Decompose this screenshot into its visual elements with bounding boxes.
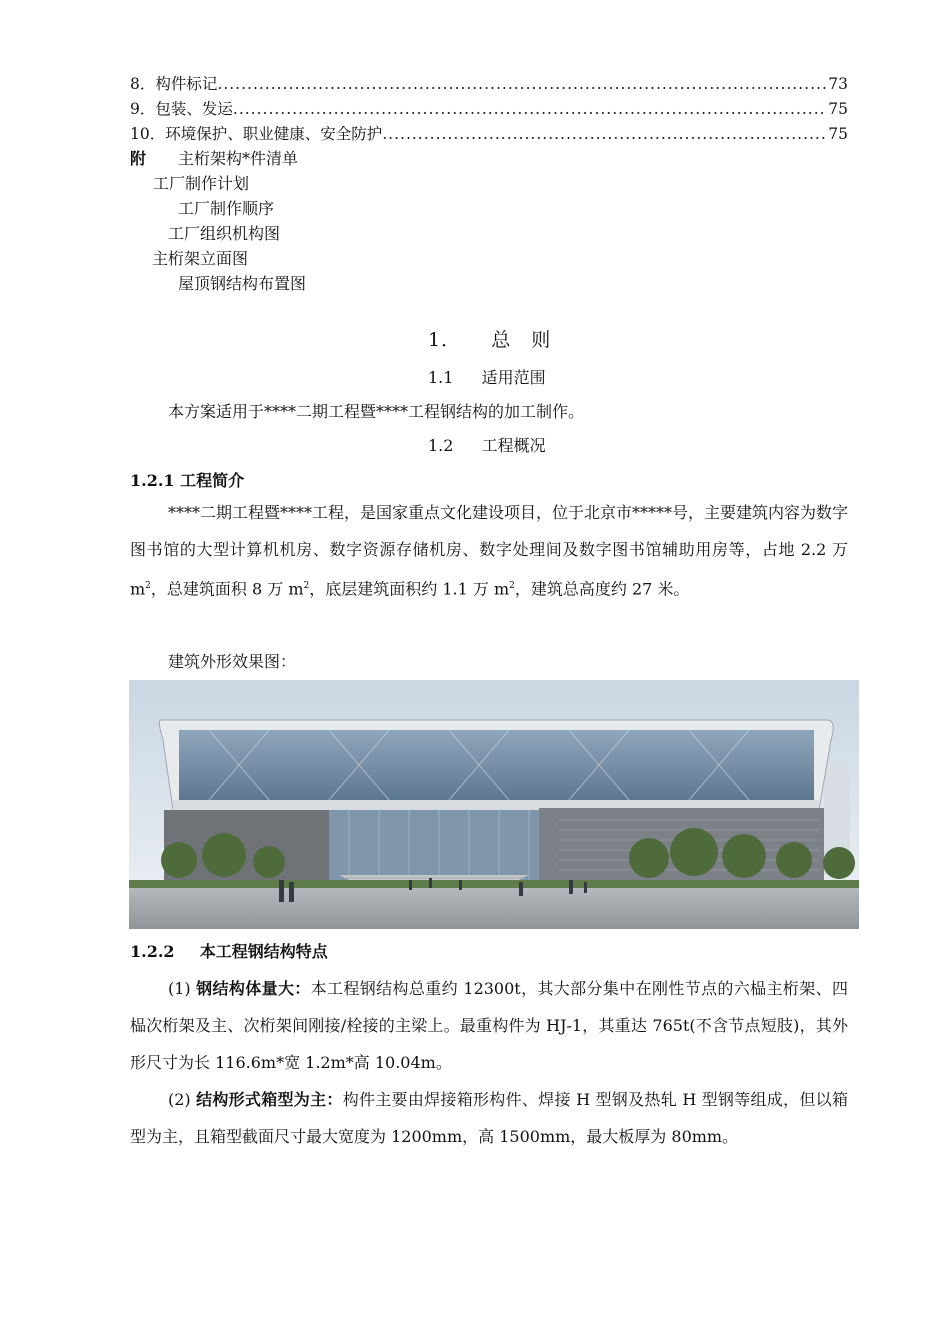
toc-number: 9． [130,100,156,118]
feature-item-1 [130,970,848,1081]
appendix-prefix: 附 [130,149,147,168]
feature-item-2 [130,1081,848,1155]
appendix-item: 屋顶钢结构布置图 [178,274,307,293]
text-run: ****二期工程暨****工程，是国家重点文化建设项目，位于北京市*****号，主要建筑内容为数字图书馆的大型计算机机房、数字资源存储机房、数字处理间及数字图书馆辅助用房等，占地 2.2 万 m [130,503,849,599]
section-number: 1． [428,329,462,351]
subsection-number: 1.1 [428,368,454,387]
subsubsection-number: 1.2.2 [130,942,175,961]
superscript: 2 [509,581,515,591]
appendix-item: 工厂制作计划 [153,174,250,193]
subsubsection-heading [130,468,244,491]
subsection-title: 工程概况 [481,436,546,455]
toc-label: 环境保护、职业健康、安全防护 [165,125,383,143]
section-heading [428,325,551,352]
toc-page: 73 [828,75,848,93]
item-number: (2) [168,1090,191,1109]
subsubsection-title: 工程简介 [180,471,245,490]
item-number: (1) [168,979,191,998]
subsubsection-title: 本工程钢结构特点 [199,942,328,961]
superscript: 2 [303,581,310,591]
toc-label: 包装、发运 [155,100,233,118]
toc-page: 75 [828,100,848,118]
toc-leader [382,123,826,145]
toc-label: 构件标记 [155,75,218,93]
appendix-item: 工厂组织机构图 [168,224,281,243]
scope-paragraph: 本方案适用于****二期工程暨****工程钢结构的加工制作。 [168,402,585,421]
toc-number: 10． [130,125,166,143]
project-intro-paragraph [130,494,848,607]
item-title: 结构形式箱型为主： [196,1090,343,1109]
toc-row[interactable] [130,73,848,95]
subsection-heading [428,433,546,456]
subsubsection-heading [130,939,328,962]
item-text: 本工程钢结构总重约 12300t，其大部分集中在刚性节点的六榀主桁架、四榀次桁架及主、次桁架间刚接/栓接的主梁上。最重构件为 HJ-1，其重达 765t(不含节点短肢)，其外形尺寸为长 116.6m*宽 1.2m*高 10.04m。 [130,979,848,1072]
toc-row[interactable] [130,123,848,145]
toc-number: 8． [130,75,156,93]
toc-leader [217,73,826,95]
appendix-item: 主桁架构*件清单 [178,149,299,168]
text-run: ，总建筑面积 8 万 m [150,579,304,599]
subsection-number: 1.2 [428,436,454,455]
text-run: ，建筑总高度约 27 米。 [514,579,690,599]
toc-page: 75 [828,125,848,143]
section-title: 总 则 [491,329,552,351]
superscript: 2 [145,581,151,591]
subsubsection-number: 1.2.1 [130,471,175,490]
item-text: 构件主要由焊接箱形构件、焊接 H 型钢及热轧 H 型钢等组成，但以箱型为主，且箱型截面尺寸最大宽度为 1200mm，高 1500mm，最大板厚为 80mm。 [130,1090,848,1146]
image-caption: 建筑外形效果图： [168,652,297,671]
toc-leader [233,98,826,120]
text-run: ，底层建筑面积约 1.1 万 m [309,579,510,599]
appendix-item: 主桁架立面图 [152,249,249,268]
toc-row[interactable] [130,98,848,120]
building-rendering-image [129,680,859,929]
subsection-title: 适用范围 [481,368,546,387]
subsection-heading [428,365,546,388]
item-title: 钢结构体量大： [196,979,311,998]
appendix-item: 工厂制作顺序 [178,199,275,218]
